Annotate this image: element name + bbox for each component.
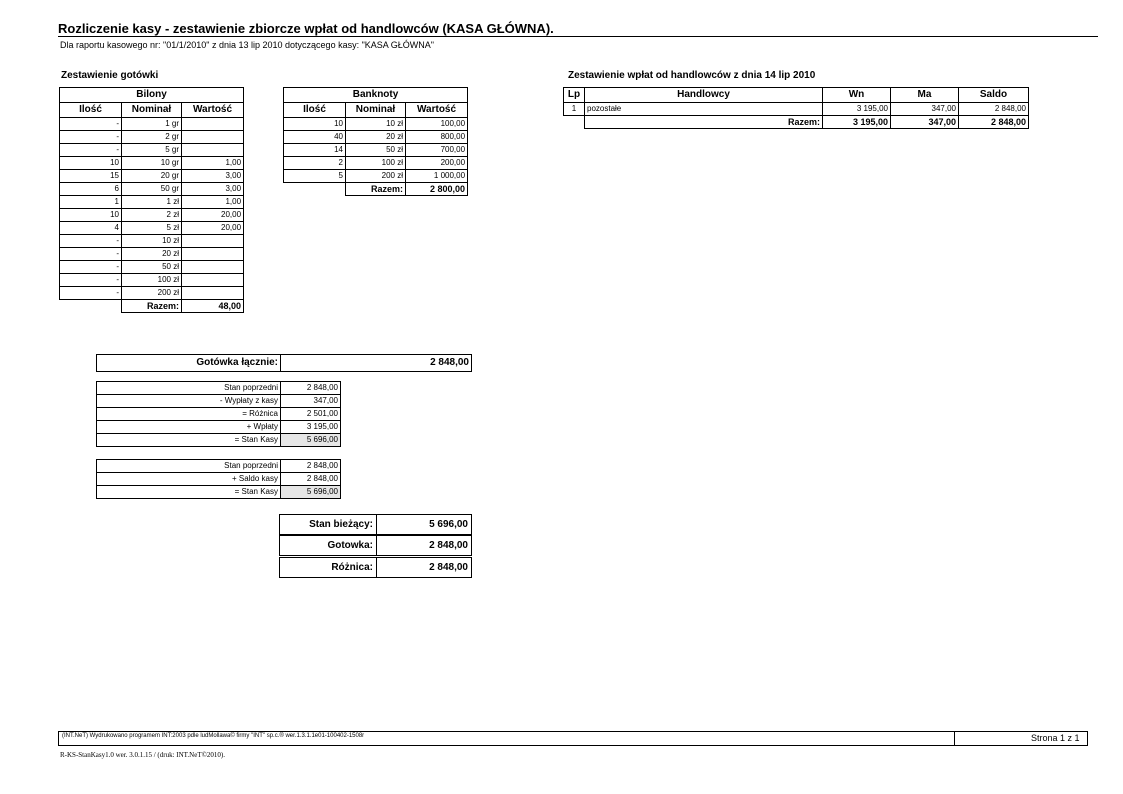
- calc-row: [97, 421, 341, 434]
- calc-label: + Wpłaty: [97, 421, 281, 434]
- calc-value: 347,00: [281, 395, 341, 408]
- total-row: [60, 300, 244, 313]
- table-row: [60, 144, 244, 157]
- table-row: [564, 103, 1029, 116]
- denomination-cell: 20 gr: [122, 170, 182, 183]
- summary-row: [280, 558, 472, 578]
- quantity-cell: -: [60, 235, 122, 248]
- empty-cell: [284, 183, 346, 196]
- table-cell: pozostałe: [585, 103, 823, 116]
- empty-cell: [60, 300, 122, 313]
- total-value: 347,00: [891, 116, 959, 129]
- value-cell: 700,00: [406, 144, 468, 157]
- col-header: Ilość: [284, 103, 346, 118]
- value-cell: 3,00: [182, 183, 244, 196]
- calc-value: 5 696,00: [281, 434, 341, 447]
- total-value: 3 195,00: [823, 116, 891, 129]
- col-header: Nominał: [122, 103, 182, 118]
- calc-label: = Stan Kasy: [97, 486, 281, 499]
- total-value: 2 848,00: [959, 116, 1029, 129]
- denomination-cell: 1 zł: [122, 196, 182, 209]
- table-row: [60, 131, 244, 144]
- calc-row: [97, 460, 341, 473]
- denomination-cell: 100 zł: [346, 157, 406, 170]
- report-subtitle: Dla raportu kasowego nr: "01/1/2010" z dnia 13 lip 2010 dotyczącego kasy: "KASA GŁÓWNA": [60, 40, 434, 50]
- table-row: [284, 170, 468, 183]
- table-row: [60, 170, 244, 183]
- summary-label: Różnica:: [280, 558, 377, 578]
- summary-row: [280, 515, 472, 535]
- calc-row: [97, 395, 341, 408]
- total-value: 48,00: [182, 300, 244, 313]
- calc-row: [97, 408, 341, 421]
- quantity-cell: -: [60, 118, 122, 131]
- table-row: [284, 144, 468, 157]
- calc-label: Stan poprzedni: [97, 382, 281, 395]
- col-header: Wn: [823, 88, 891, 103]
- denomination-cell: 2 zł: [122, 209, 182, 222]
- summary-value: 5 696,00: [377, 515, 472, 535]
- quantity-cell: 10: [60, 209, 122, 222]
- report-title: Rozliczenie kasy - zestawienie zbiorcze wpłat od handlowców (KASA GŁÓWNA).: [58, 21, 554, 36]
- quantity-cell: 4: [60, 222, 122, 235]
- quantity-cell: -: [60, 274, 122, 287]
- denomination-cell: 50 gr: [122, 183, 182, 196]
- table-row: [60, 248, 244, 261]
- table-row: [60, 222, 244, 235]
- table-cell: 3 195,00: [823, 103, 891, 116]
- calc-label: + Saldo kasy: [97, 473, 281, 486]
- cash-total-label: Gotówka łącznie:: [97, 355, 281, 372]
- denomination-cell: 50 zł: [122, 261, 182, 274]
- value-cell: 20,00: [182, 222, 244, 235]
- coins-table: [59, 87, 244, 313]
- total-label: Razem:: [585, 116, 823, 129]
- deposits-summary-title: Zestawienie wpłat od handlowców z dnia 14 lip 2010: [568, 70, 816, 81]
- value-cell: 100,00: [406, 118, 468, 131]
- value-cell: 20,00: [182, 209, 244, 222]
- value-cell: [182, 118, 244, 131]
- quantity-cell: -: [60, 248, 122, 261]
- col-header: Ilość: [60, 103, 122, 118]
- summary-table: [279, 557, 472, 578]
- summary-value: 2 848,00: [377, 558, 472, 578]
- footer-divider: [954, 731, 955, 746]
- value-cell: 3,00: [182, 170, 244, 183]
- table-cell: 2 848,00: [959, 103, 1029, 116]
- table-row: [60, 274, 244, 287]
- denomination-cell: 1 gr: [122, 118, 182, 131]
- cash-total-table: [96, 354, 472, 372]
- quantity-cell: 6: [60, 183, 122, 196]
- deposits-table: [563, 87, 1029, 129]
- footer-program-info: (INT.NeT) Wydrukowano programem INT:2003 pdle ludMollawa© firmy "INT" sp.c.® wer.1.3.1.1e01-100402-1508r: [62, 733, 365, 739]
- table-row: [60, 118, 244, 131]
- calc-label: = Różnica: [97, 408, 281, 421]
- coins-table-title: Bilony: [60, 88, 244, 103]
- quantity-cell: 40: [284, 131, 346, 144]
- col-header: Wartość: [406, 103, 468, 118]
- summary-value: 2 848,00: [377, 536, 472, 556]
- total-row: [284, 183, 468, 196]
- col-header: Handlowcy: [585, 88, 823, 103]
- calc-label: - Wypłaty z kasy: [97, 395, 281, 408]
- denomination-cell: 10 gr: [122, 157, 182, 170]
- value-cell: [182, 144, 244, 157]
- denomination-cell: 2 gr: [122, 131, 182, 144]
- quantity-cell: -: [60, 287, 122, 300]
- denomination-cell: 100 zł: [122, 274, 182, 287]
- calc-value: 2 848,00: [281, 382, 341, 395]
- page-number: Strona 1 z 1: [1031, 733, 1080, 743]
- denomination-cell: 5 zł: [122, 222, 182, 235]
- value-cell: 800,00: [406, 131, 468, 144]
- table-row: [60, 157, 244, 170]
- value-cell: [182, 274, 244, 287]
- quantity-cell: 2: [284, 157, 346, 170]
- footer-print-info: R-KS-StanKasy1.0 wer. 3.0.1.15 / (druk: INT.NeT©2010).: [60, 751, 225, 759]
- banknotes-table-title: Banknoty: [284, 88, 468, 103]
- title-divider: [58, 36, 1098, 37]
- denomination-cell: 10 zł: [122, 235, 182, 248]
- calc-value: 3 195,00: [281, 421, 341, 434]
- banknotes-table: [283, 87, 468, 196]
- calc-value: 5 696,00: [281, 486, 341, 499]
- quantity-cell: -: [60, 261, 122, 274]
- summary-table: [279, 535, 472, 556]
- total-value: 2 800,00: [406, 183, 468, 196]
- table-row: [60, 235, 244, 248]
- quantity-cell: 10: [284, 118, 346, 131]
- value-cell: 200,00: [406, 157, 468, 170]
- col-header: Nominał: [346, 103, 406, 118]
- quantity-cell: 15: [60, 170, 122, 183]
- total-row: [564, 116, 1029, 129]
- total-label: Razem:: [346, 183, 406, 196]
- table-row: [60, 287, 244, 300]
- value-cell: 1 000,00: [406, 170, 468, 183]
- cash-total-value: 2 848,00: [281, 355, 472, 372]
- table-row: [284, 131, 468, 144]
- col-header: Ma: [891, 88, 959, 103]
- quantity-cell: -: [60, 131, 122, 144]
- value-cell: [182, 287, 244, 300]
- denomination-cell: 20 zł: [346, 131, 406, 144]
- calc-label: = Stan Kasy: [97, 434, 281, 447]
- col-header: Wartość: [182, 103, 244, 118]
- table-row: [60, 183, 244, 196]
- value-cell: [182, 248, 244, 261]
- value-cell: 1,00: [182, 196, 244, 209]
- table-row: [284, 118, 468, 131]
- balance-calc-table-1: [96, 381, 341, 447]
- value-cell: [182, 261, 244, 274]
- table-row: [60, 209, 244, 222]
- quantity-cell: 14: [284, 144, 346, 157]
- balance-calc-table-2: [96, 459, 341, 499]
- total-label: Razem:: [122, 300, 182, 313]
- denomination-cell: 200 zł: [122, 287, 182, 300]
- denomination-cell: 20 zł: [122, 248, 182, 261]
- quantity-cell: 10: [60, 157, 122, 170]
- col-header: Saldo: [959, 88, 1029, 103]
- table-row: [60, 261, 244, 274]
- calc-value: 2 848,00: [281, 460, 341, 473]
- calc-value: 2 501,00: [281, 408, 341, 421]
- denomination-cell: 200 zł: [346, 170, 406, 183]
- cash-summary-title: Zestawienie gotówki: [61, 70, 159, 81]
- quantity-cell: 5: [284, 170, 346, 183]
- summary-label: Gotowka:: [280, 536, 377, 556]
- quantity-cell: -: [60, 144, 122, 157]
- denomination-cell: 50 zł: [346, 144, 406, 157]
- denomination-cell: 10 zł: [346, 118, 406, 131]
- calc-row: [97, 434, 341, 447]
- denomination-cell: 5 gr: [122, 144, 182, 157]
- calc-value: 2 848,00: [281, 473, 341, 486]
- table-row: [60, 196, 244, 209]
- calc-row: [97, 486, 341, 499]
- table-row: [284, 157, 468, 170]
- value-cell: [182, 131, 244, 144]
- table-cell: 1: [564, 103, 585, 116]
- calc-row: [97, 473, 341, 486]
- value-cell: [182, 235, 244, 248]
- table-cell: 347,00: [891, 103, 959, 116]
- summary-row: [280, 536, 472, 556]
- calc-label: Stan poprzedni: [97, 460, 281, 473]
- calc-row: [97, 382, 341, 395]
- col-header: Lp: [564, 88, 585, 103]
- value-cell: 1,00: [182, 157, 244, 170]
- quantity-cell: 1: [60, 196, 122, 209]
- summary-label: Stan bieżący:: [280, 515, 377, 535]
- summary-table: [279, 514, 472, 535]
